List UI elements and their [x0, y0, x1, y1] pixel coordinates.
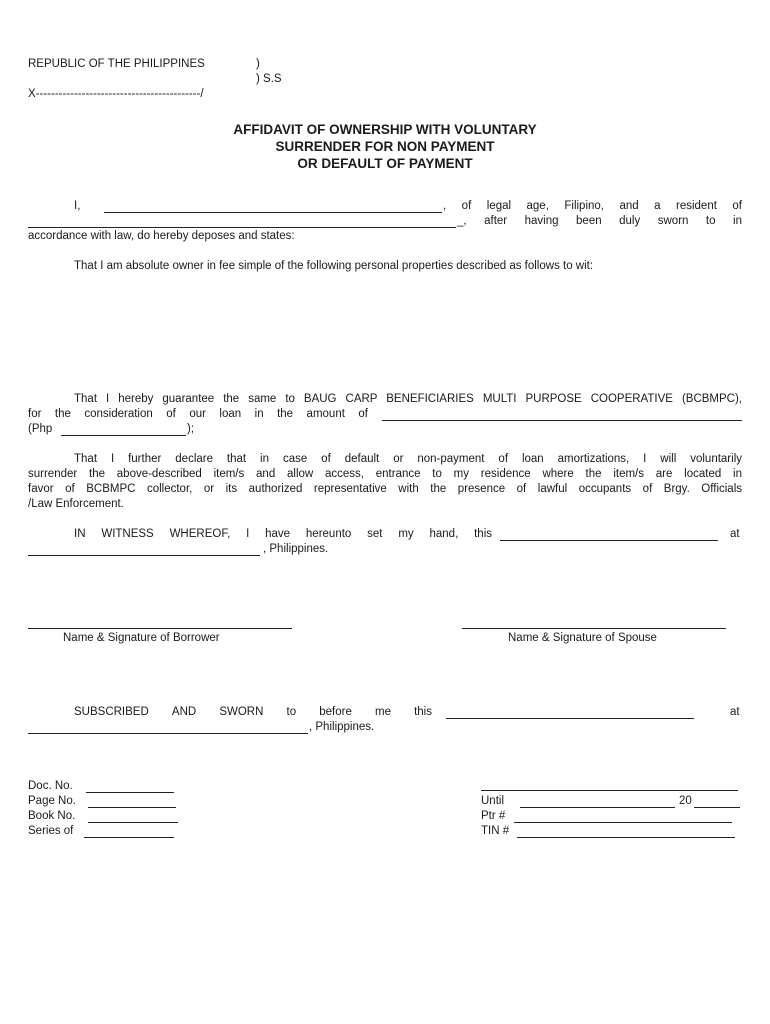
loan-amount-figure-blank[interactable] [61, 424, 186, 436]
borrower-signature-line[interactable] [28, 628, 292, 629]
intro-line-3: accordance with law, do hereby deposes and states: [28, 230, 295, 242]
guarantee-line-1: That I hereby guarantee the same to BAUG CARP BENEFICIARIES MULTI PURPOSE COOPERATIVE (BCBMPC), [74, 393, 742, 405]
witness-line-1: IN WITNESS WHEREOF, I have hereunto set my hand, this [74, 528, 492, 540]
intro-pronoun: I, [74, 200, 81, 212]
borrower-signature-label: Name & Signature of Borrower [63, 632, 220, 644]
venue-block [28, 57, 308, 102]
jurat-place-blank[interactable] [28, 722, 308, 734]
residence-blank[interactable] [28, 216, 456, 228]
witness-place-blank[interactable] [28, 544, 260, 556]
venue-bracket: ) [256, 58, 260, 70]
intro-after-residence: _, after having been duly sworn to in [457, 215, 742, 227]
php-suffix: ); [187, 423, 195, 435]
jurat-line-1 [74, 705, 432, 720]
series-of-label: Series of [28, 825, 74, 837]
declaration-line-1: That I further declare that in case of default or non-payment of loan amortizations, I will voluntarily [74, 453, 742, 465]
book-no-label: Book No. [28, 810, 76, 822]
spouse-signature-line[interactable] [462, 628, 726, 629]
title-line-2: SURRENDER FOR NON PAYMENT [275, 139, 495, 154]
jurat-word: to [286, 706, 297, 718]
jurat-date-blank[interactable] [446, 707, 694, 719]
page-no-label: Page No. [28, 795, 76, 807]
jurat-place-suffix: , Philippines. [309, 721, 375, 733]
tin-blank[interactable] [517, 826, 735, 838]
book-no-blank[interactable] [88, 811, 178, 823]
jurat-word: this [414, 706, 432, 718]
tin-label: TIN # [481, 825, 510, 837]
guarantee-line-2: for the consideration of our loan in the amount of [28, 408, 368, 420]
document-title [0, 121, 770, 172]
venue-country: REPUBLIC OF THE PHILIPPINES [28, 58, 205, 70]
witness-date-blank[interactable] [500, 529, 718, 541]
jurat-word: SUBSCRIBED [74, 706, 149, 718]
page-no-blank[interactable] [88, 796, 176, 808]
jurat-word: me [374, 706, 391, 718]
doc-no-label: Doc. No. [28, 780, 73, 792]
until-year-blank[interactable] [694, 796, 740, 808]
venue-ss: ) S.S [256, 73, 282, 85]
jurat-word: SWORN [219, 706, 264, 718]
spouse-signature-label: Name & Signature of Spouse [508, 632, 657, 644]
ptr-label: Ptr # [481, 810, 506, 822]
ownership-statement: That I am absolute owner in fee simple of the following personal properties described as follows to wit: [74, 260, 594, 272]
series-of-blank[interactable] [84, 826, 174, 838]
jurat-word: before [319, 706, 352, 718]
ptr-blank[interactable] [514, 811, 732, 823]
until-label: Until [481, 795, 505, 807]
witness-place-suffix: , Philippines. [263, 543, 329, 555]
notary-signature-line[interactable] [481, 790, 738, 791]
until-date-blank[interactable] [520, 796, 675, 808]
declaration-line-4: /Law Enforcement. [28, 498, 124, 510]
jurat-at: at [730, 706, 740, 718]
jurat-word: AND [171, 706, 197, 718]
declaration-line-3: favor of BCBMPC collector, or its authorized representative with the presence of lawful occupants of Brgy. Officials [28, 483, 742, 495]
loan-amount-words-blank[interactable] [382, 409, 742, 421]
declaration-line-2: surrender the above-described item/s and allow access, entrance to my residence where the item/s are located in [28, 468, 742, 480]
venue-divider: X-------------------------------------------/ [28, 88, 204, 100]
until-year-prefix: 20 [679, 795, 692, 807]
affiant-name-blank[interactable] [104, 201, 442, 213]
intro-after-name: , of legal age, Filipino, and a resident of [443, 200, 742, 212]
title-line-1: AFFIDAVIT OF OWNERSHIP WITH VOLUNTARY [233, 122, 537, 137]
title-line-3: OR DEFAULT OF PAYMENT [297, 156, 473, 171]
php-prefix: (Php [28, 423, 53, 435]
doc-no-blank[interactable] [86, 781, 174, 793]
witness-at: at [730, 528, 740, 540]
